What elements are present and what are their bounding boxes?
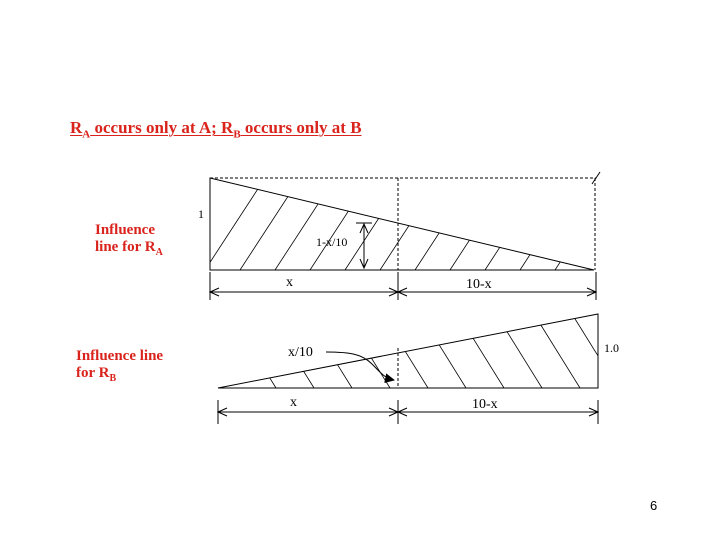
ra-ordinate-label: 1-x/10	[316, 235, 348, 249]
label-rb-line2: for $R_B$	[76, 365, 117, 384]
heading-ra-sub: A	[82, 128, 91, 141]
heading-text-1: occurs only at A;	[90, 118, 222, 137]
ra-dim-left-label: x	[286, 275, 293, 290]
label-ra-line2: line for $R_A$	[95, 239, 163, 258]
heading-rb-sub: B	[233, 128, 241, 141]
heading-text-2: occurs only at B	[240, 118, 362, 137]
rb-right-value: 1.0	[604, 341, 619, 355]
rb-dim-left-label: x	[290, 395, 297, 410]
ra-dim-right-label: 10-x	[466, 277, 492, 292]
ra-triangle	[210, 178, 594, 270]
heading-ra: R	[70, 118, 83, 137]
diagram-rb	[218, 314, 619, 424]
rb-dim-right-label: 10-x	[472, 397, 498, 412]
heading-rb: R	[221, 118, 234, 137]
rb-ordinate-label: x/10	[288, 345, 313, 360]
diagram-ra	[198, 172, 615, 300]
label-rb-line1: Influence line	[76, 348, 164, 364]
ra-left-value: 1	[198, 207, 204, 221]
label-ra-line1: Influence	[95, 222, 155, 238]
ra-corner-tick	[592, 172, 600, 184]
page-number: 6	[650, 498, 658, 513]
